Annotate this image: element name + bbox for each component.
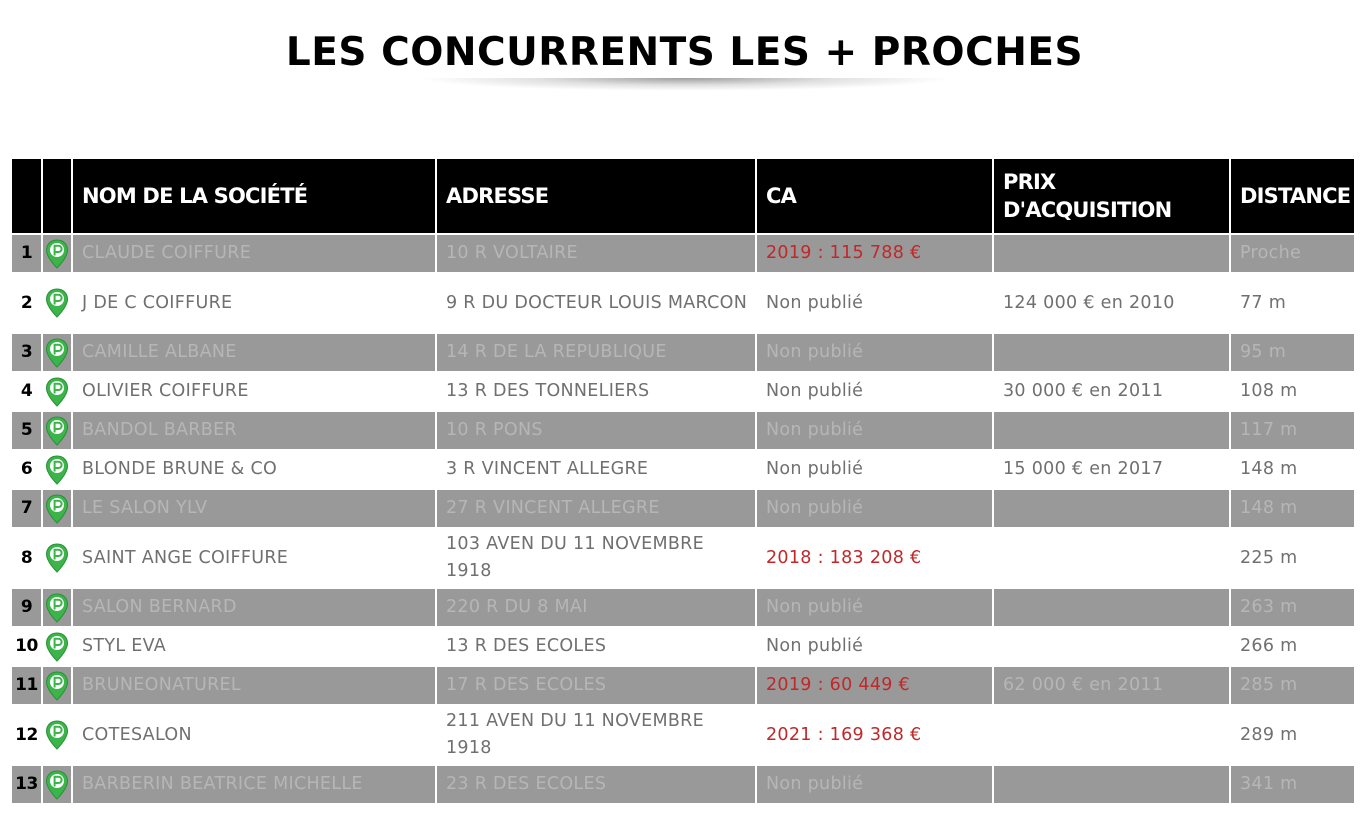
header-company-name-label: NOM DE LA SOCIÉTÉ [82, 184, 308, 208]
row-pin-cell [42, 627, 72, 666]
row-number: 8 [11, 528, 42, 588]
row-number: 3 [11, 333, 42, 372]
table-row [11, 666, 1355, 705]
distance: 225 m [1230, 528, 1355, 588]
address: 17 R DES ECOLES [436, 666, 756, 705]
company-name: SALON BERNARD [72, 588, 436, 627]
distance: 77 m [1230, 273, 1355, 333]
acquisition-price [993, 528, 1230, 588]
row-pin-cell [42, 333, 72, 372]
table-row [11, 588, 1355, 627]
row-pin-cell [42, 489, 72, 528]
header-address-label: ADRESSE [446, 184, 549, 208]
table-row [11, 489, 1355, 528]
table-row [11, 411, 1355, 450]
map-pin-icon [45, 494, 69, 524]
company-name: BARBERIN BEATRICE MICHELLE [72, 765, 436, 804]
row-number: 2 [11, 273, 42, 333]
distance: Proche [1230, 234, 1355, 273]
row-pin-cell [42, 273, 72, 333]
table-row [11, 372, 1355, 411]
header-icon [42, 158, 72, 234]
row-pin-cell [42, 528, 72, 588]
company-name: J DE C COIFFURE [72, 273, 436, 333]
header-address [436, 158, 756, 234]
page-title: LES CONCURRENTS LES + PROCHES [285, 30, 1084, 75]
company-name: BLONDE BRUNE & CO [72, 450, 436, 489]
ca-value: Non publié [756, 588, 993, 627]
ca-value: Non publié [756, 273, 993, 333]
map-pin-icon [45, 416, 69, 446]
company-name: BANDOL BARBER [72, 411, 436, 450]
distance: 117 m [1230, 411, 1355, 450]
row-number: 1 [11, 234, 42, 273]
address: 211 AVEN DU 11 NOVEMBRE 1918 [436, 705, 756, 765]
address: 13 R DES TONNELIERS [436, 372, 756, 411]
table-row [11, 450, 1355, 489]
map-pin-icon [45, 239, 69, 269]
acquisition-price [993, 588, 1230, 627]
ca-value: Non publié [756, 627, 993, 666]
distance: 148 m [1230, 450, 1355, 489]
ca-value: 2018 : 183 208 € [756, 528, 993, 588]
company-name: BRUNEONATUREL [72, 666, 436, 705]
row-pin-cell [42, 450, 72, 489]
map-pin-icon [45, 543, 69, 573]
ca-value: Non publié [756, 489, 993, 528]
row-number: 6 [11, 450, 42, 489]
address: 10 R PONS [436, 411, 756, 450]
company-name: LE SALON YLV [72, 489, 436, 528]
distance: 266 m [1230, 627, 1355, 666]
row-pin-cell [42, 372, 72, 411]
acquisition-price [993, 489, 1230, 528]
acquisition-price [993, 411, 1230, 450]
acquisition-price [993, 333, 1230, 372]
map-pin-icon [45, 632, 69, 662]
address: 10 R VOLTAIRE [436, 234, 756, 273]
company-name: CAMILLE ALBANE [72, 333, 436, 372]
address: 103 AVEN DU 11 NOVEMBRE 1918 [436, 528, 756, 588]
company-name: CLAUDE COIFFURE [72, 234, 436, 273]
distance: 289 m [1230, 705, 1355, 765]
acquisition-price: 62 000 € en 2011 [993, 666, 1230, 705]
address: 27 R VINCENT ALLEGRE [436, 489, 756, 528]
title-shadow-decoration [418, 78, 951, 112]
acquisition-price: 124 000 € en 2010 [993, 273, 1230, 333]
row-number: 11 [11, 666, 42, 705]
table-row [11, 273, 1355, 333]
table-row [11, 627, 1355, 666]
ca-value: Non publié [756, 765, 993, 804]
address: 23 R DES ECOLES [436, 765, 756, 804]
acquisition-price [993, 234, 1230, 273]
row-number: 10 [11, 627, 42, 666]
company-name: OLIVIER COIFFURE [72, 372, 436, 411]
table-row [11, 765, 1355, 804]
table-row [11, 528, 1355, 588]
distance: 108 m [1230, 372, 1355, 411]
distance: 341 m [1230, 765, 1355, 804]
table-header-row [11, 158, 1355, 234]
distance: 285 m [1230, 666, 1355, 705]
acquisition-price: 30 000 € en 2011 [993, 372, 1230, 411]
distance: 95 m [1230, 333, 1355, 372]
ca-value: Non publié [756, 372, 993, 411]
address: 14 R DE LA REPUBLIQUE [436, 333, 756, 372]
header-distance [1230, 158, 1355, 234]
acquisition-price [993, 765, 1230, 804]
address: 220 R DU 8 MAI [436, 588, 756, 627]
address: 3 R VINCENT ALLEGRE [436, 450, 756, 489]
row-pin-cell [42, 765, 72, 804]
map-pin-icon [45, 455, 69, 485]
map-pin-icon [45, 377, 69, 407]
ca-value: 2021 : 169 368 € [756, 705, 993, 765]
ca-value: Non publié [756, 411, 993, 450]
table-row [11, 333, 1355, 372]
row-pin-cell [42, 666, 72, 705]
table-row [11, 234, 1355, 273]
row-pin-cell [42, 234, 72, 273]
table-row [11, 705, 1355, 765]
map-pin-icon [45, 770, 69, 800]
row-number: 4 [11, 372, 42, 411]
row-pin-cell [42, 705, 72, 765]
row-number: 7 [11, 489, 42, 528]
header-distance-label: DISTANCE [1240, 184, 1351, 208]
map-pin-icon [45, 671, 69, 701]
header-price-label-line2: D'ACQUISITION [1003, 198, 1172, 222]
row-number: 13 [11, 765, 42, 804]
distance: 148 m [1230, 489, 1355, 528]
row-number: 9 [11, 588, 42, 627]
row-pin-cell [42, 588, 72, 627]
ca-value: 2019 : 60 449 € [756, 666, 993, 705]
row-number: 5 [11, 411, 42, 450]
map-pin-icon [45, 338, 69, 368]
address: 9 R DU DOCTEUR LOUIS MARCON [436, 273, 756, 333]
acquisition-price: 15 000 € en 2017 [993, 450, 1230, 489]
header-price-label-line1: PRIX [1003, 170, 1056, 194]
competitors-table [10, 157, 1356, 805]
distance: 263 m [1230, 588, 1355, 627]
company-name: SAINT ANGE COIFFURE [72, 528, 436, 588]
header-company-name [72, 158, 436, 234]
map-pin-icon [45, 720, 69, 750]
acquisition-price [993, 705, 1230, 765]
ca-value: Non publié [756, 333, 993, 372]
company-name: STYL EVA [72, 627, 436, 666]
map-pin-icon [45, 288, 69, 318]
ca-value: 2019 : 115 788 € [756, 234, 993, 273]
header-ca [756, 158, 993, 234]
header-acquisition-price [993, 158, 1230, 234]
row-number: 12 [11, 705, 42, 765]
map-pin-icon [45, 593, 69, 623]
header-number [11, 158, 42, 234]
ca-value: Non publié [756, 450, 993, 489]
acquisition-price [993, 627, 1230, 666]
address: 13 R DES ECOLES [436, 627, 756, 666]
header-ca-label: CA [766, 184, 797, 208]
row-pin-cell [42, 411, 72, 450]
company-name: COTESALON [72, 705, 436, 765]
